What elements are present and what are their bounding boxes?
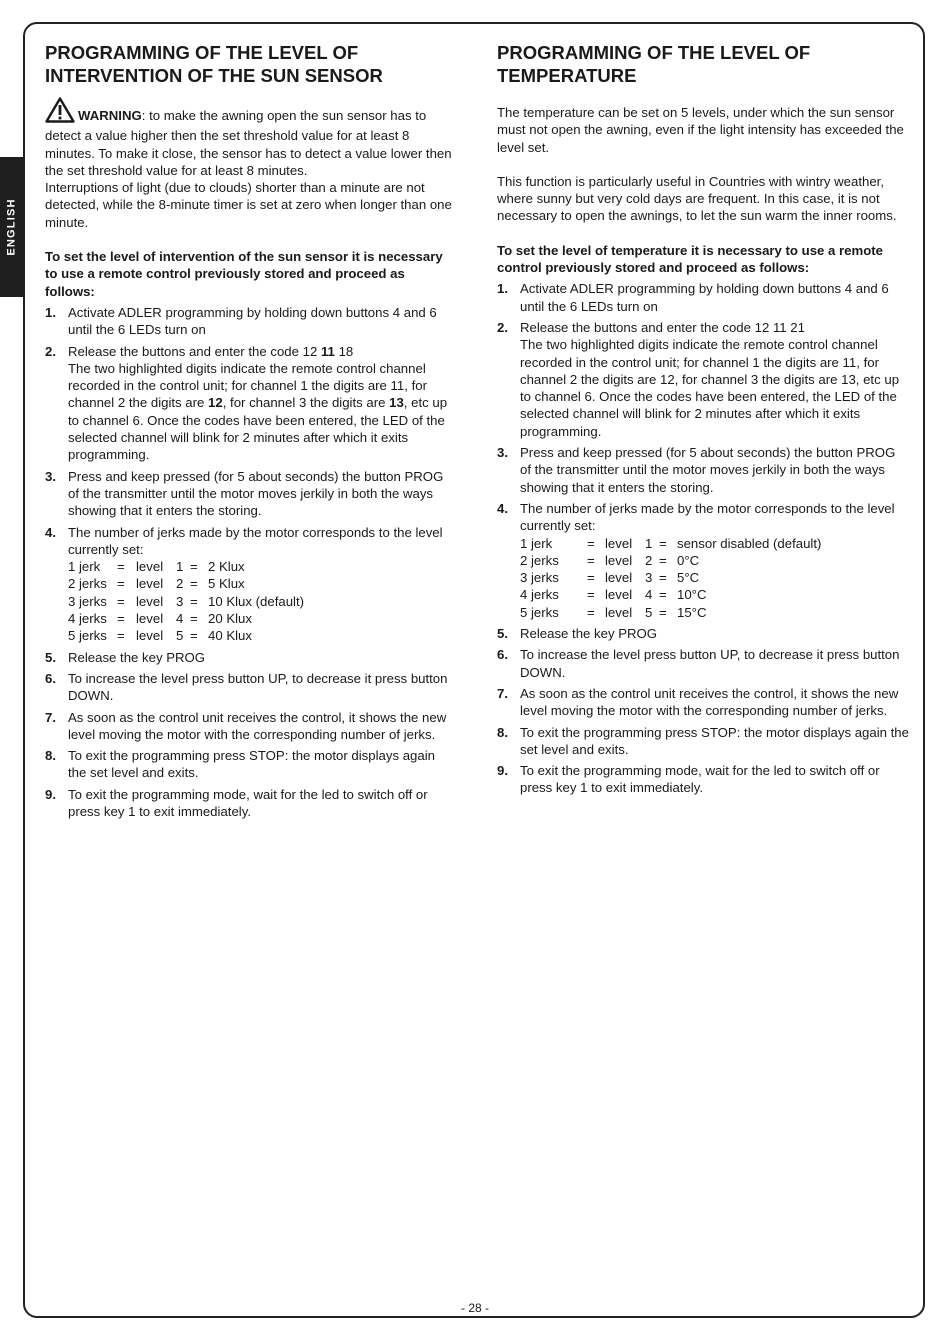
step-text: Release the buttons and enter the code 12 11 21 (520, 319, 805, 335)
step-text: To exit the programming mode, wait for the led to switch off or press key 1 to exit immediately. (68, 786, 428, 819)
table-row: 2 jerks = level 2 = 0°C (520, 552, 700, 568)
step-text: Release the key PROG (520, 626, 658, 642)
step-detail: The two highlighted digits indicate the remote control channel recorded in the control unit; for channel 1 the digits are 11, for channel 2 the digits are 12, for channel 3 the digits are 13, etc up to channel 6. Once the codes have been entered, the LED of the selected channel will blink for 2 minutes after which it exits programming. (68, 360, 448, 463)
warning-text: : to make the awning open the sun sensor has to detect a value higher then the set threshold value for at least 8 minutes. To make it close, the sensor has to detect a value lower then the set threshold value for at least 8 minutes. (45, 108, 452, 178)
step-text: The number of jerks made by the motor corresponds to the level currently set: (68, 524, 443, 557)
step-text: Press and keep pressed (for 5 about seconds) the button PROG of the transmitter until the motor moves jerkily in both the ways showing that it enters the storing. (520, 445, 896, 495)
list-item (45, 343, 455, 464)
warning-paragraph (45, 97, 455, 179)
step-number: 9. (497, 763, 508, 779)
step-number: 6. (497, 647, 508, 663)
list-item (497, 280, 909, 315)
list-item (45, 649, 455, 666)
page-number: - 28 - (460, 1301, 489, 1315)
temperature-levels-table (520, 535, 821, 621)
step-number: 7. (497, 685, 508, 701)
table-row: 4 jerks = level 4 = 20 Klux (68, 611, 252, 627)
step-number: 7. (45, 709, 56, 725)
list-item (497, 724, 909, 759)
table-row: 3 jerks = level 3 = 10 Klux (default) (68, 593, 305, 609)
step-text: Release the buttons and enter the code 12 11 18 (68, 343, 354, 359)
list-item (497, 444, 909, 496)
list-item (497, 646, 909, 681)
temperature-section (497, 42, 909, 801)
language-tab-label: ENGLISH (6, 198, 19, 256)
language-tab (0, 157, 24, 297)
list-item (45, 709, 455, 744)
step-number: 2. (497, 319, 508, 335)
interruptions-text: Interruptions of light (due to clouds) shorter than a minute are not detected, while the 8-minute timer is set at zero when longer than one minute. (45, 180, 452, 230)
step-number: 9. (45, 786, 56, 802)
table-row: 1 jerk = level 1 = sensor disabled (default) (520, 535, 822, 551)
step-text: Press and keep pressed (for 5 about seconds) the button PROG of the transmitter until the motor moves jerkily in both the ways showing that it enters the storing. (68, 468, 444, 519)
step-text: Activate ADLER programming by holding down buttons 4 and 6 until the 6 LEDs turn on (520, 281, 889, 314)
table-row: 4 jerks = level 4 = 10°C (520, 587, 707, 603)
step-number: 6. (45, 670, 56, 686)
list-item (497, 319, 909, 440)
list-item (45, 524, 455, 645)
step-number: 5. (497, 626, 508, 642)
list-item (497, 685, 909, 720)
step-text: Release the key PROG (68, 649, 206, 665)
step-number: 3. (497, 445, 508, 461)
step-text: Activate ADLER programming by holding down buttons 4 and 6 until the 6 LEDs turn on (68, 304, 437, 338)
step-number: 3. (45, 468, 56, 484)
sun-sensor-steps (45, 304, 455, 820)
temperature-steps (497, 280, 909, 796)
lux-levels-table (68, 558, 304, 644)
list-item (497, 625, 909, 642)
list-item (45, 670, 455, 705)
step-text: To exit the programming press STOP: the motor displays again the set level and exits. (520, 724, 909, 757)
temperature-intro-2: This function is particularly useful in Countries with wintry weather, where sunny but very cold days are frequent. In this case, it is not necessary to open the awnings, to let the sun warm the inner rooms. (497, 173, 897, 224)
step-text: To exit the programming mode, wait for the led to switch off or press key 1 to exit immediately. (520, 763, 880, 796)
step-number: 4. (497, 500, 508, 516)
table-row: 2 jerks = level 2 = 5 Klux (68, 576, 245, 592)
step-number: 5. (45, 649, 56, 665)
step-number: 8. (45, 748, 56, 764)
step-text: To increase the level press button UP, to decrease it press button DOWN. (68, 670, 448, 704)
step-number: 4. (45, 524, 56, 540)
sun-sensor-lead: To set the level of intervention of the sun sensor it is necessary to use a remote control previously stored and proceed as follows: (45, 249, 443, 299)
table-row: 5 jerks = level 5 = 40 Klux (68, 628, 252, 644)
step-number: 2. (45, 343, 56, 359)
list-item (497, 500, 909, 621)
table-row: 3 jerks = level 3 = 5°C (520, 570, 700, 586)
temperature-title: PROGRAMMING OF THE LEVEL OF TEMPERATURE (497, 42, 811, 86)
step-text: As soon as the control unit receives the control, it shows the new level moving the motor with the corresponding number of jerks. (520, 685, 899, 719)
step-text: As soon as the control unit receives the control, it shows the new level moving the motor with the corresponding number of jerks. (68, 709, 447, 742)
step-number: 1. (45, 304, 56, 320)
step-detail: The two highlighted digits indicate the remote control channel recorded in the control unit; for channel 1 the digits are 11, for channel 2 the digits are 12, for channel 3 the digits are 13, etc up to channel 6. Once the codes have been entered, the LED of the selected channel will blink for 2 minutes after which it exits programming. (520, 337, 900, 439)
step-number: 8. (497, 724, 508, 740)
step-number: 1. (497, 281, 508, 297)
sun-sensor-section (45, 42, 455, 824)
list-item (45, 786, 455, 821)
step-text: To increase the level press button UP, to decrease it press button DOWN. (520, 647, 900, 680)
list-item (45, 304, 455, 339)
warning-triangle-icon (45, 97, 75, 127)
list-item (45, 747, 455, 782)
temperature-intro-1: The temperature can be set on 5 levels, under which the sun sensor must not open the awning, even if the light intensity has exceeded the level set. (497, 105, 904, 155)
table-row: 1 jerk = level 1 = 2 Klux (68, 559, 245, 575)
step-text: To exit the programming press STOP: the motor displays again the set level and exits. (68, 748, 435, 781)
list-item (45, 468, 455, 520)
sun-sensor-title: PROGRAMMING OF THE LEVEL OF INTERVENTION OF THE SUN SENSOR (45, 42, 383, 86)
list-item (497, 762, 909, 797)
temperature-lead: To set the level of temperature it is necessary to use a remote control previously stored and proceed as follows: (497, 242, 883, 276)
table-row: 5 jerks = level 5 = 15°C (520, 604, 707, 620)
step-text: The number of jerks made by the motor corresponds to the level currently set: (520, 500, 895, 534)
warning-label: WARNING (78, 108, 142, 123)
